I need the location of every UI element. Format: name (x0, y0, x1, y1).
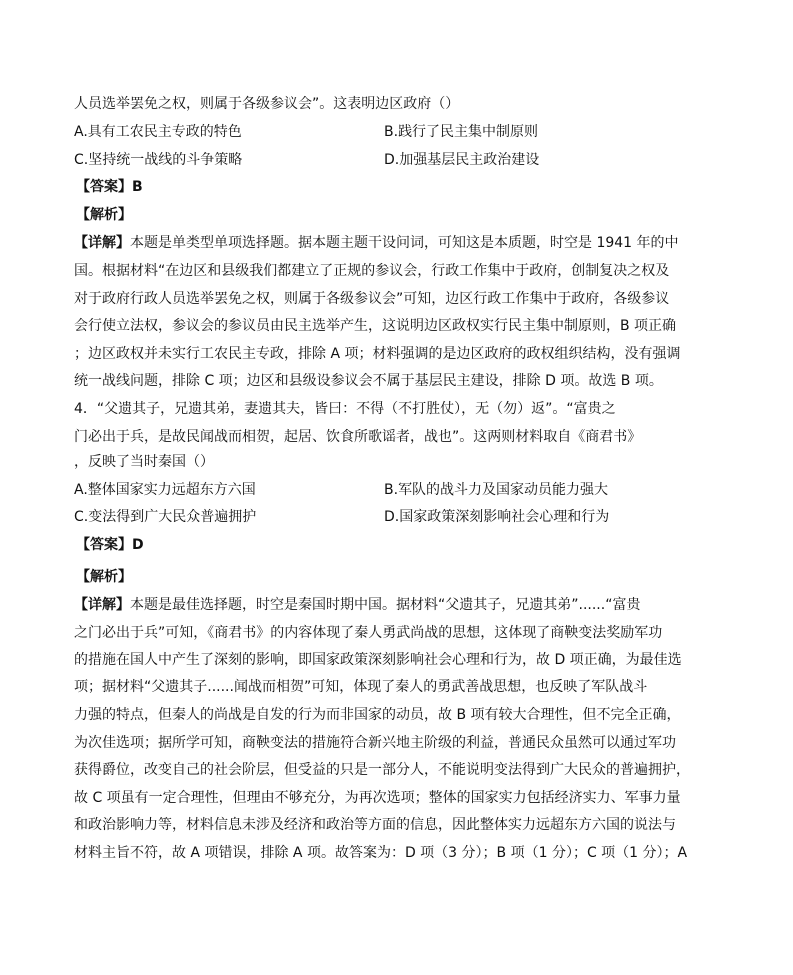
option-text: 坚持统一战线的斗争策略 (88, 152, 243, 168)
q4-detail-line-3: 的措施在国人中产生了深刻的影响，即国家政策深刻影响社会心理和行为，故 D 项正确，为最佳选 (74, 652, 682, 668)
q3-option-c (74, 150, 242, 170)
q4-detail-line-9: 和政治影响力等，材料信息未涉及经济和政治等方面的信息，因此整体实力远超东方六国的说法与 (74, 817, 676, 833)
option-text: 变法得到广大民众普遍拥护 (88, 509, 257, 525)
option-text: 具有工农民主专政的特色 (87, 124, 242, 140)
answer-value: B (132, 179, 143, 195)
q4-option-c (74, 507, 256, 527)
q3-detail-line-6: 统一战线问题，排除 C 项；边区和县级设参议会不属于基层民主建设，排除 D 项。故选 B 项。 (74, 373, 663, 389)
q3-detail-line-3: 对于政府行政人员选举罢免之权，则属于各级参议会”可知，边区行政工作集中于政府，各级参议 (74, 291, 670, 307)
option-text: 践行了民主集中制原则 (398, 124, 539, 140)
q3-answer (76, 177, 730, 197)
q4-detail-line-10: 材料主旨不符，故 A 项错误，排除 A 项。故答案为：D 项（3 分）；B 项（1 分）；C 项（1 分）；A (74, 845, 688, 861)
answer-value: D (132, 537, 144, 553)
q3-option-a (74, 122, 242, 142)
q4-answer (76, 535, 730, 555)
q3-analysis-tag: 【解析】 (76, 207, 132, 223)
q4-option-a (74, 480, 256, 500)
q4-option-b (384, 480, 608, 500)
answer-tag: 【答案】 (76, 179, 132, 195)
option-label: D. (384, 152, 400, 168)
q3-option-d (384, 150, 539, 170)
answer-tag: 【答案】 (76, 537, 132, 553)
option-text: 国家政策深刻影响社会心理和行为 (399, 509, 610, 525)
q4-detail-line-6: 为次佳选项；据所学可知，商鞅变法的措施符合新兴地主阶级的利益，普通民众虽然可以通过军功 (74, 735, 676, 751)
q4-detail-line-8: 故 C 项虽有一定合理性，但理由不够充分，为再次选项；整体的国家实力包括经济实力、军事力量 (74, 790, 681, 806)
q3-detail-line-5: ；边区政权并未实行工农民主专政，排除 A 项；材料强调的是边区政府的政权组织结构，没有强调 (74, 346, 681, 362)
q4-option-d (384, 507, 609, 527)
option-label: C. (74, 509, 89, 525)
q4-detail-line-2: 之门必出于兵”可知，《商君书》的内容体现了秦人勇武尚战的思想，这体现了商鞅变法奖励军功 (74, 625, 663, 641)
q3-option-b (384, 122, 538, 142)
q4-detail-line-7: 获得爵位，改变自己的社会阶层，但受益的只是一部分人，不能说明变法得到广大民众的普遍拥护， (74, 762, 690, 778)
option-label: A. (74, 482, 88, 498)
q4-detail-line-1 (74, 595, 728, 615)
option-text: 整体国家实力远超东方六国 (87, 482, 256, 498)
q4-analysis-tag: 【解析】 (76, 569, 132, 585)
q3-detail-line-4: 会行使立法权，参议会的参议员由民主选举产生，这说明边区政权实行民主集中制原则，B 项正确 (74, 318, 677, 334)
option-label: C. (74, 152, 89, 168)
detail-tag: 【详解】 (74, 235, 130, 251)
detail-text: 本题是单类型单项选择题。据本题主题干设问词，可知这是本质题，时空是 1941 年的中 (130, 235, 679, 251)
option-label: B. (384, 124, 399, 140)
q3-detail-line-2: 国。根据材料“在边区和县级我们都建立了正规的参议会，行政工作集中于政府，创制复决之权及 (74, 263, 670, 279)
detail-text: 本题是最佳选择题，时空是秦国时期中国。据材料“父遗其子，兄遗其弟”......“富贵 (130, 597, 641, 613)
option-label: D. (384, 509, 400, 525)
q4-stem-line-2: 门必出于兵，是故民闻战而相贺，起居、饮食所歌谣者，战也”。这两则材料取自《商君书》 (74, 429, 642, 445)
q3-detail-line-1 (74, 233, 728, 253)
detail-tag: 【详解】 (74, 597, 130, 613)
q4-detail-line-5: 力强的特点，但秦人的尚战是自发的行为而非国家的动员，故 B 项有较大合理性，但不完全正确， (74, 707, 681, 723)
option-label: B. (384, 482, 399, 498)
option-text: 军队的战斗力及国家动员能力强大 (398, 482, 609, 498)
q4-detail-line-4: 项；据材料“父遗其子......闻战而相贺”可知，体现了秦人的勇武善战思想，也反映了军队战斗 (74, 679, 648, 695)
q4-stem-line-3: ，反映了当时秦国（） (74, 454, 214, 470)
q4-stem-line-1: 4．“父遗其子，兄遗其弟，妻遗其夫，皆曰：不得（不打胜仗），无（勿）返”。“富贵之 (74, 401, 616, 417)
option-label: A. (74, 124, 88, 140)
option-text: 加强基层民主政治建设 (399, 152, 540, 168)
q3-stem-tail: 人员选举罢免之权，则属于各级参议会”。这表明边区政府（） (74, 96, 460, 112)
